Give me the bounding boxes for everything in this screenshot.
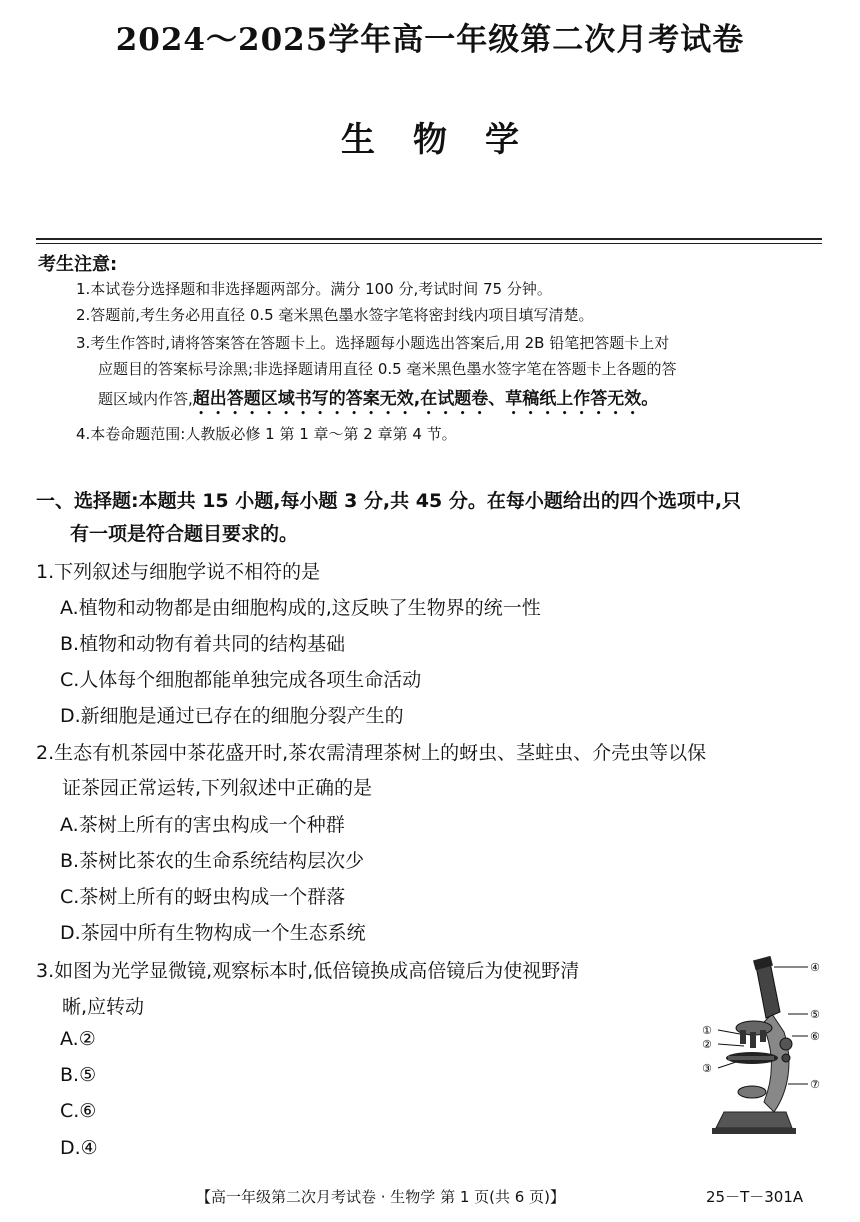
figure-label-7: ⑦ bbox=[810, 1078, 820, 1091]
microscope-figure bbox=[696, 952, 828, 1142]
notice-item-3: 3.考生作答时,请将答案答在答题卡上。选择题每小题选出答案后,用 2B 铅笔把答题卡上对 bbox=[76, 334, 670, 352]
divider-thin bbox=[36, 243, 822, 244]
question-2-option-d: D.茶园中所有生物构成一个生态系统 bbox=[60, 922, 366, 944]
question-1-option-d: D.新细胞是通过已存在的细胞分裂产生的 bbox=[60, 705, 404, 727]
question-1-stem: 1.下列叙述与细胞学说不相符的是 bbox=[36, 561, 321, 583]
figure-label-6: ⑥ bbox=[810, 1030, 820, 1043]
coarse-focus-knob bbox=[780, 1038, 792, 1050]
question-1-option-b: B.植物和动物有着共同的结构基础 bbox=[60, 633, 346, 655]
question-3-option-d: D.④ bbox=[60, 1137, 98, 1159]
question-1-option-a: A.植物和动物都是由细胞构成的,这反映了生物界的统一性 bbox=[60, 597, 541, 619]
question-3-option-b: B.⑤ bbox=[60, 1064, 97, 1086]
microscope-base bbox=[716, 1112, 792, 1128]
divider-thick bbox=[36, 238, 822, 240]
section-heading-cont: 有一项是符合题目要求的。 bbox=[70, 523, 299, 545]
figure-label-1: ① bbox=[702, 1024, 712, 1037]
mirror bbox=[738, 1086, 766, 1098]
notice-item-4: 4.本卷命题范围:人教版必修 1 第 1 章～第 2 章第 4 节。 bbox=[76, 425, 457, 443]
figure-label-4: ④ bbox=[810, 961, 820, 974]
question-2-stem-cont: 证茶园正常运转,下列叙述中正确的是 bbox=[62, 777, 373, 799]
question-2-option-b: B.茶树比茶农的生命系统结构层次少 bbox=[60, 850, 365, 872]
notice-item-3-end-text: 题区域内作答, bbox=[98, 390, 193, 408]
notice-item-2: 2.答题前,考生务必用直径 0.5 毫米黑色墨水签字笔将密封线内项目填写清楚。 bbox=[76, 306, 594, 324]
objective-lens-3 bbox=[760, 1030, 766, 1042]
figure-label-2: ② bbox=[702, 1038, 712, 1051]
notice-heading: 考生注意: bbox=[38, 254, 118, 275]
notice-item-3-end bbox=[98, 386, 658, 419]
paper-code: 25－T－301A bbox=[706, 1188, 804, 1206]
page-footer: 【高一年级第二次月考试卷 · 生物学 第 1 页(共 6 页)】 bbox=[196, 1188, 565, 1206]
stage-plate bbox=[728, 1056, 774, 1060]
question-2-stem: 2.生态有机茶园中茶花盛开时,茶农需清理茶树上的蚜虫、茎蛀虫、介壳虫等以保 bbox=[36, 742, 707, 764]
objective-lens-1 bbox=[740, 1030, 746, 1044]
figure-label-5: ⑤ bbox=[810, 1008, 820, 1021]
question-2-option-a: A.茶树上所有的害虫构成一个种群 bbox=[60, 814, 345, 836]
question-1-option-c: C.人体每个细胞都能单独完成各项生命活动 bbox=[60, 669, 422, 691]
question-3-stem: 3.如图为光学显微镜,观察标本时,低倍镜换成高倍镜后为使视野清 bbox=[36, 960, 580, 982]
microscope-tube bbox=[756, 962, 780, 1018]
figure-label-3: ③ bbox=[702, 1062, 712, 1075]
question-3-option-a: A.② bbox=[60, 1028, 96, 1050]
microscope-base-foot bbox=[712, 1128, 796, 1134]
notice-item-1: 1.本试卷分选择题和非选择题两部分。满分 100 分,考试时间 75 分钟。 bbox=[76, 280, 552, 298]
question-3-stem-cont: 晰,应转动 bbox=[62, 996, 145, 1018]
subject-title: 生物学 bbox=[341, 120, 557, 160]
objective-lens-2 bbox=[750, 1032, 756, 1048]
section-heading: 一、选择题:本题共 15 小题,每小题 3 分,共 45 分。在每小题给出的四个选项中,只 bbox=[36, 490, 742, 512]
question-3-option-c: C.⑥ bbox=[60, 1100, 97, 1122]
notice-emphasis: 超出答题区域书写的答案无效,在试题卷、草稿纸上作答无效。 bbox=[192, 389, 659, 409]
exam-title: 2024～2025学年高一年级第二次月考试卷 bbox=[115, 22, 745, 58]
fine-focus-knob bbox=[782, 1054, 790, 1062]
question-2-option-c: C.茶树上所有的蚜虫构成一个群落 bbox=[60, 886, 346, 908]
notice-item-3-cont: 应题目的答案标号涂黑;非选择题请用直径 0.5 毫米黑色墨水签字笔在答题卡上各题的答 bbox=[98, 360, 677, 378]
